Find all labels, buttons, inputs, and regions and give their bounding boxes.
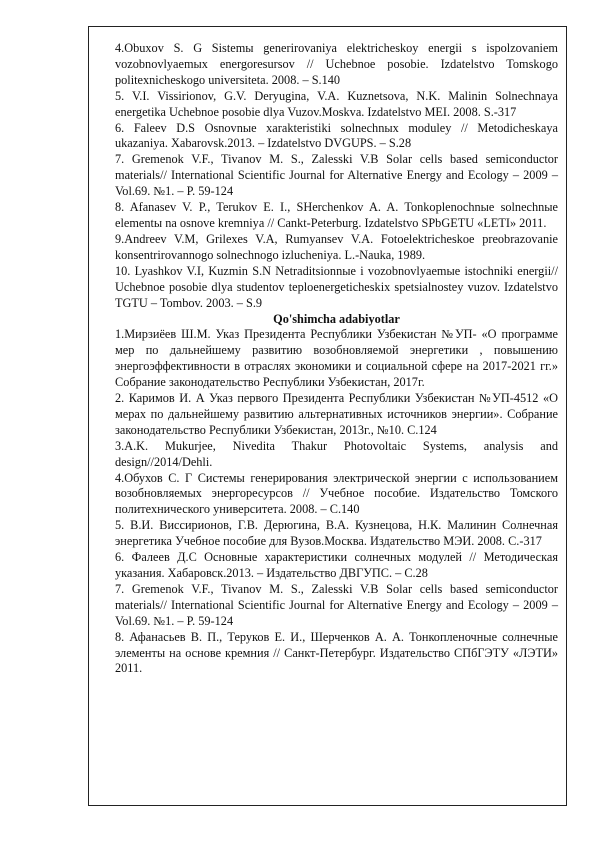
reference-entry: 1.Мирзиёев Ш.М. Указ Президента Республики Узбекистан №УП- «О программе мер по дальнейшему развитию возобновляемой энергетики , повышению энергоэффективности в отраслях экономики и социальной сфере на 2017-2021 гг.» Собрание законодательство Республики Узбекистан, 2017г. <box>115 327 558 390</box>
reference-entry: 8. Afanasev V. P., Terukov E. I., SHerchenkov A. A. Tonkoplenochnыe solnechnыe elementы na osnove kremniya // Cankt-Peterburg. Izdatelstvo SPbGETU «LETI» 2011. <box>115 200 558 230</box>
section-title: Qo'shimcha adabiyotlar <box>273 312 400 327</box>
document-body <box>115 41 558 677</box>
reference-entry: 5. В.И. Виссирионов, Г.В. Дерюгина, В.А. Кузнецова, Н.К. Малинин Солнечная энергетика Учебное пособие для Вузов.Москва. Издательство МЭИ. 2008. С.-317 <box>115 518 558 549</box>
reference-entry: 6. Фалеев Д.С Основные характеристики солнечных модулей // Методическая указания. Хабаровск.2013. – Издательство ДВГУПС. – С.28 <box>115 550 558 580</box>
reference-entry: 3.A.K. Mukurjee, Nivedita Thakur Photovoltaic Systems, analysis and design//2014/Dehli. <box>115 438 558 469</box>
reference-entry: 6. Faleev D.S Osnovnыe xarakteristiki solnechnыx moduley // Metodicheskaya ukazaniya. Xabarovsk.2013. – Izdatelstvo DVGUPS. – S.28 <box>115 120 558 151</box>
reference-entry: 9.Andreev V.M, Grilexes V.A, Rumyansev V.A. Fotoelektricheskoe preobrazovanie konsentrirovannogo solnechnogo izlucheniya. L.-Nauka, 1989. <box>115 231 558 262</box>
reference-entry: 8. Афанасьев В. П., Теруков Е. И., Шерченков А. А. Тонкопленочные солнечные элементы на основе кремния // Санкт-Петербург. Издательство СПбГЭТУ «ЛЭТИ» 2011. <box>115 629 558 676</box>
reference-entry: 10. Lyashkov V.I, Kuzmin S.N Netraditsionnыe i vozobnovlyaemыe istochniki energii// Uchebnoe posobie dlya studentov teploenergeticheskix spetsialnostey vuzov. Izdatelstvo TGTU – Tombov. 2003. – S.9 <box>115 263 558 310</box>
reference-entry: 4.Обухов С. Г Системы генерирования электрической энергии с использованием возобновляемых энергоресурсов // Учебное пособие. Издательство Томского политехнического университета. 2008. – С.140 <box>115 470 558 517</box>
reference-entry: 7. Gremenok V.F., Tivanov M. S., Zalesski V.B Solar cells based semiconductor materials// International Scientific Journal for Alternative Energy and Ecology – 2009 – Vol.69. №1. – P. 59-124 <box>115 581 558 628</box>
reference-entry: 2. Каримов И. А Указ первого Президента Республики Узбекистан №УП-4512 «О мерах по дальнейшему развитию альтернативных источников энергии». Собрание законодательство Республики Узбекистан, 2013г., №10. С.124 <box>115 391 558 437</box>
reference-entry: 4.Obuxov S. G Sistemы generirovaniya elektricheskoy energii s ispolzovaniem vozobnovlyaemыx energoresursov // Uchebnoe posobie. Izdatelstvo Tomskogo politexnicheskogo universiteta. 2008. – S.140 <box>115 41 558 87</box>
reference-entry: 7. Gremenok V.F., Tivanov M. S., Zalesski V.B Solar cells based semiconductor materials// International Scientific Journal for Alternative Energy and Ecology – 2009 – Vol.69. №1. – P. 59-124 <box>115 152 558 199</box>
reference-entry: 5. V.I. Vissirionov, G.V. Deryugina, V.A. Kuznetsova, N.K. Malinin Solnechnaya energetika Uchebnoe posobie dlya Vuzov.Moskva. Izdatelstvo MEI. 2008. S.-317 <box>115 88 558 119</box>
